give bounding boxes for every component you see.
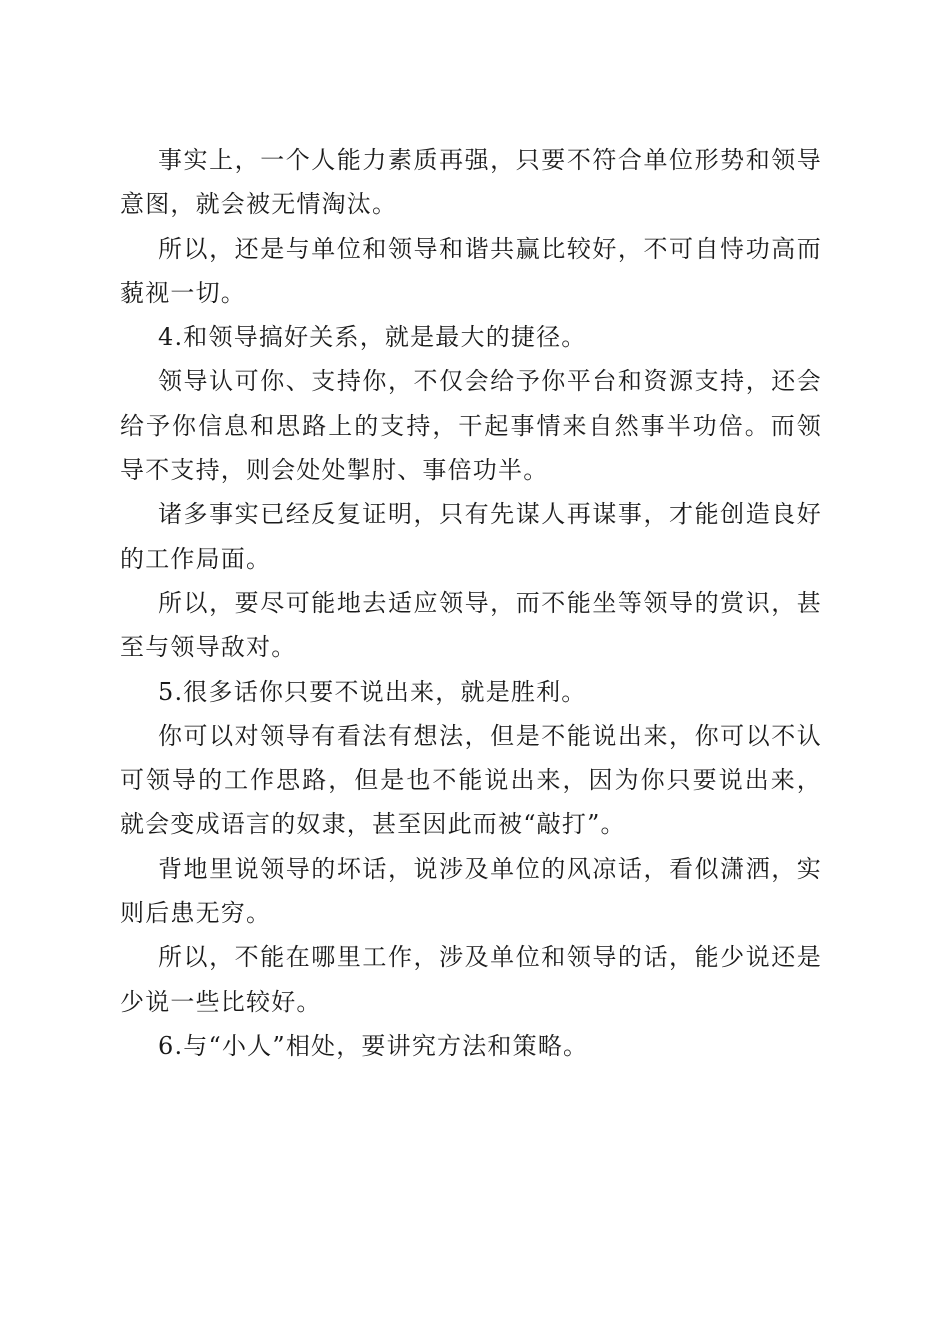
paragraph-5: 所以，要尽可能地去适应领导，而不能坐等领导的赏识，甚至与领导敌对。 — [120, 588, 822, 662]
section-heading-6: 6.与“小人”相处，要讲究方法和策略。 — [158, 1031, 589, 1060]
section-heading-4: 4.和领导搞好关系，就是最大的捷径。 — [158, 323, 587, 352]
paragraph-4: 诸多事实已经反复证明，只有先谋人再谋事，才能创造良好的工作局面。 — [120, 500, 822, 573]
paragraph-1: 事实上，一个人能力素质再强，只要不符合单位形势和领导意图，就会被无情淘汰。 — [120, 146, 822, 219]
paragraph-3: 领导认可你、支持你，不仅会给予你平台和资源支持，还会给予你信息和思路上的支持，干起事情来自然事半功倍。而领导不支持，则会处处掣肘、事倍功半。 — [120, 367, 822, 485]
paragraph-2: 所以，还是与单位和领导和谐共赢比较好，不可自恃功高而藐视一切。 — [120, 234, 822, 307]
section-heading-5: 5.很多话你只要不说出来，就是胜利。 — [158, 677, 587, 706]
document-body — [120, 138, 822, 1068]
paragraph-6: 你可以对领导有看法有想法，但是不能说出来，你可以不认可领导的工作思路，但是也不能说出来，因为你只要说出来，就会变成语言的奴隶，甚至因此而被“敲打”。 — [120, 721, 822, 839]
paragraph-8: 所以，不能在哪里工作，涉及单位和领导的话，能少说还是少说一些比较好。 — [120, 943, 822, 1016]
paragraph-7: 背地里说领导的坏话，说涉及单位的风凉话，看似潇洒，实则后患无穷。 — [120, 854, 822, 928]
